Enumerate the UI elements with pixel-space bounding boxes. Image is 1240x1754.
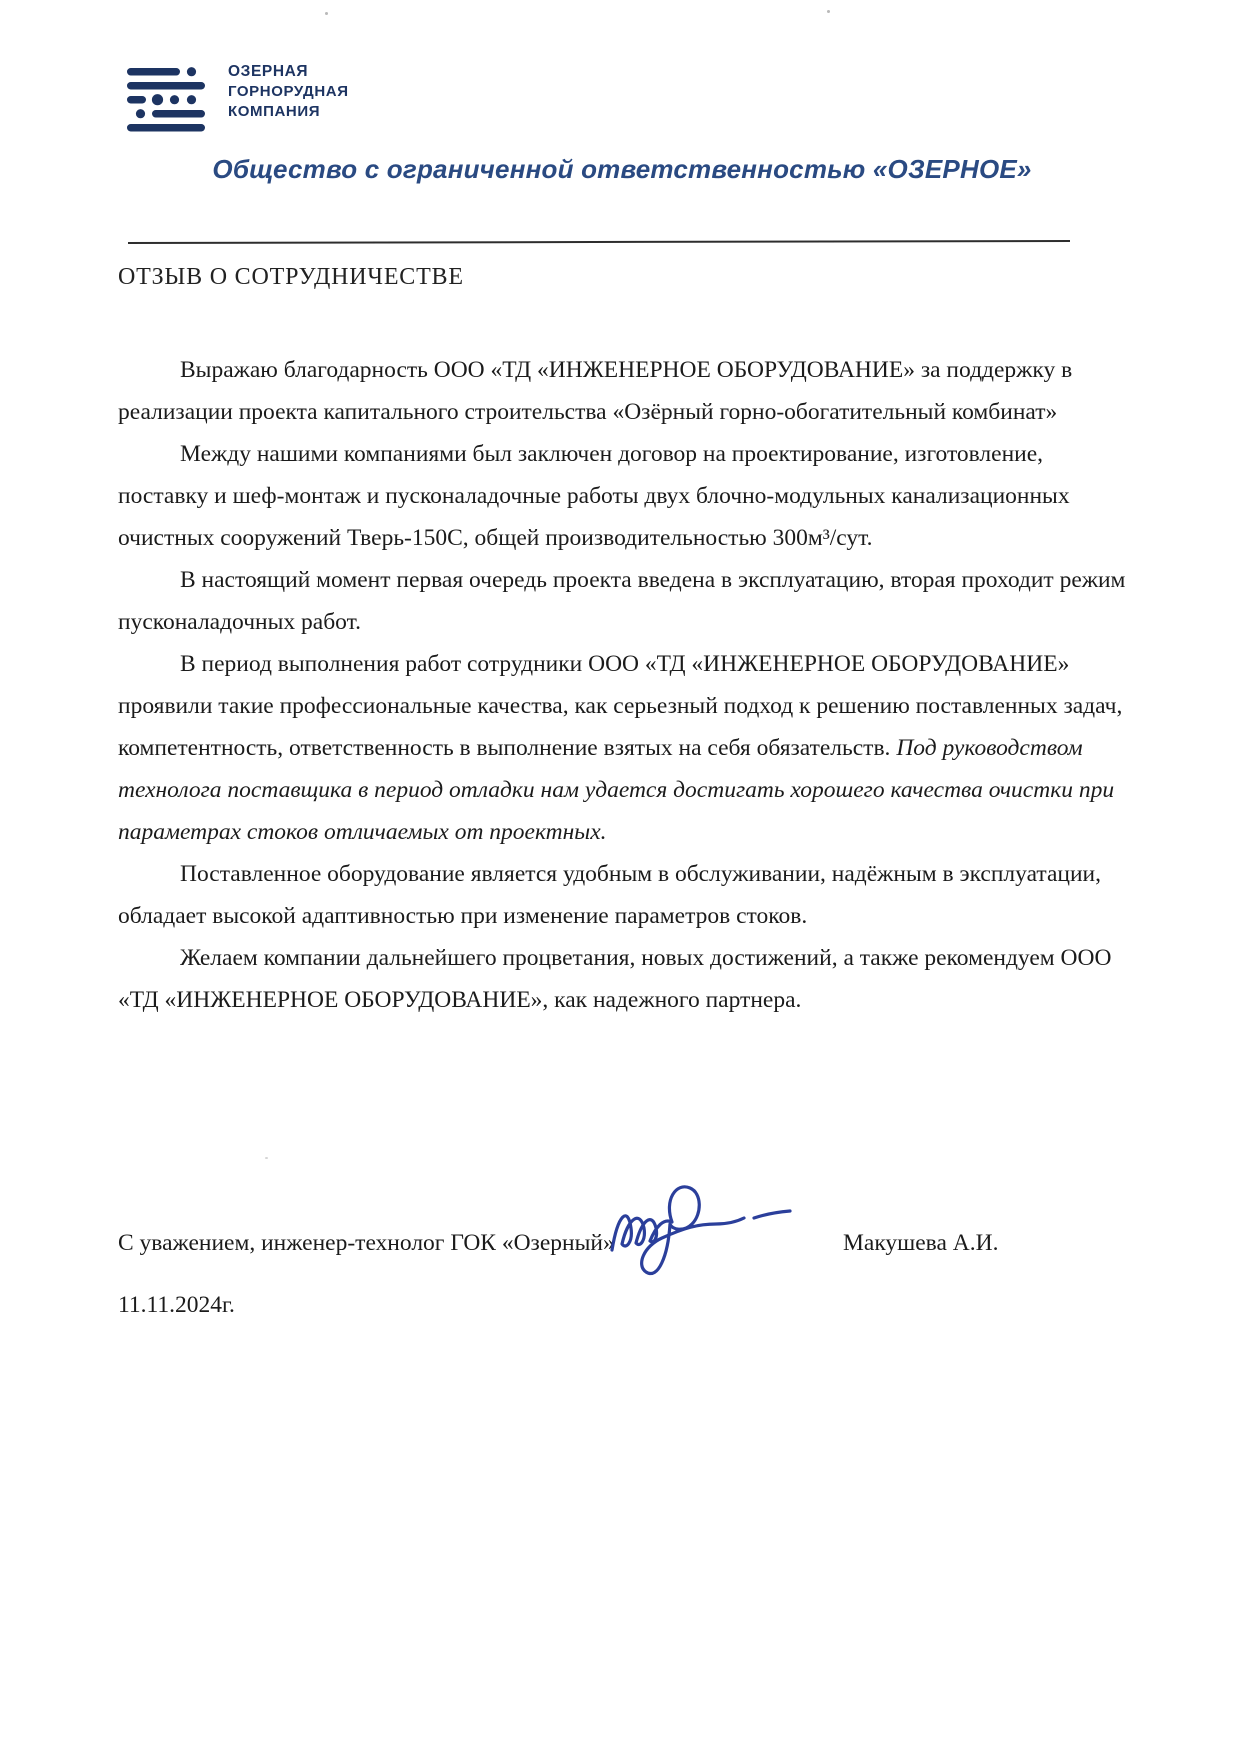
paragraph-1 bbox=[118, 349, 1126, 433]
paragraph-3 bbox=[118, 559, 1126, 643]
closing-line: С уважением, инженер-технолог ГОК «Озерный» bbox=[118, 1230, 615, 1256]
scan-speck bbox=[827, 10, 830, 13]
document-body bbox=[118, 349, 1126, 1021]
paragraph-6-text: Желаем компании дальнейшего процветания, новых достижений, а также рекомендуем ООО «ТД «ИНЖЕНЕРНОЕ ОБОРУДОВАНИЕ», как надежного партнера. bbox=[118, 945, 1112, 1013]
company-logo bbox=[127, 58, 349, 136]
paragraph-6 bbox=[118, 937, 1126, 1021]
paragraph-3-text: В настоящий момент первая очередь проекта введена в эксплуатацию, вторая проходит режим пусконаладочных работ. bbox=[118, 567, 1126, 635]
letterhead-company-title: Общество с ограниченной ответственностью «ОЗЕРНОЕ» bbox=[212, 154, 1032, 184]
paragraph-1-text: Выражаю благодарность ООО «ТД «ИНЖЕНЕРНОЕ ОБОРУДОВАНИЕ» за поддержку в реализации проекта капитального строительства «Озёрный горно-обогатительный комбинат» bbox=[118, 357, 1073, 425]
company-logo-icon bbox=[127, 66, 205, 136]
paragraph-2 bbox=[118, 433, 1126, 559]
logo-name-line3: КОМПАНИЯ bbox=[228, 103, 321, 120]
logo-name-line2: ГОРНОРУДНАЯ bbox=[228, 83, 349, 100]
paragraph-4-italic-text: Под руководством технолога поставщика в период отладки нам удается достигать хорошего качества очистки при параметрах стоков отличаемых от проектных. bbox=[118, 735, 1115, 845]
document-date: 11.11.2024г. bbox=[118, 1292, 235, 1318]
paragraph-5-text: Поставленное оборудование является удобным в обслуживании, надёжным в эксплуатации, обладает высокой адаптивностью при изменение параметров стоков. bbox=[118, 861, 1101, 929]
scan-speck bbox=[265, 1157, 268, 1159]
paragraph-4-text: В период выполнения работ сотрудники ООО «ТД «ИНЖЕНЕРНОЕ ОБОРУДОВАНИЕ» проявили такие профессиональные качества, как серьезный подход к решению поставленных задач, компетентность, ответственность в выполнение взятых на себя обязательств. bbox=[118, 651, 1123, 761]
handwritten-signature bbox=[598, 1166, 818, 1296]
paragraph-2-text: Между нашими компаниями был заключен договор на проектирование, изготовление, поставку и шеф-монтаж и пусконаладочные работы двух блочно-модульных канализационных очистных сооружений Тверь-150С, общей производительностью 300м³/сут. bbox=[118, 441, 1070, 551]
company-logo-text bbox=[228, 62, 349, 122]
paragraph-5 bbox=[118, 853, 1126, 937]
letterhead-divider-line bbox=[128, 240, 1070, 244]
paragraph-4 bbox=[118, 643, 1126, 853]
scan-speck bbox=[325, 12, 328, 15]
signer-name: Макушева А.И. bbox=[843, 1230, 999, 1256]
document-title: ОТЗЫВ О СОТРУДНИЧЕСТВЕ bbox=[118, 264, 464, 290]
logo-name-line1: ОЗЕРНАЯ bbox=[228, 63, 309, 80]
